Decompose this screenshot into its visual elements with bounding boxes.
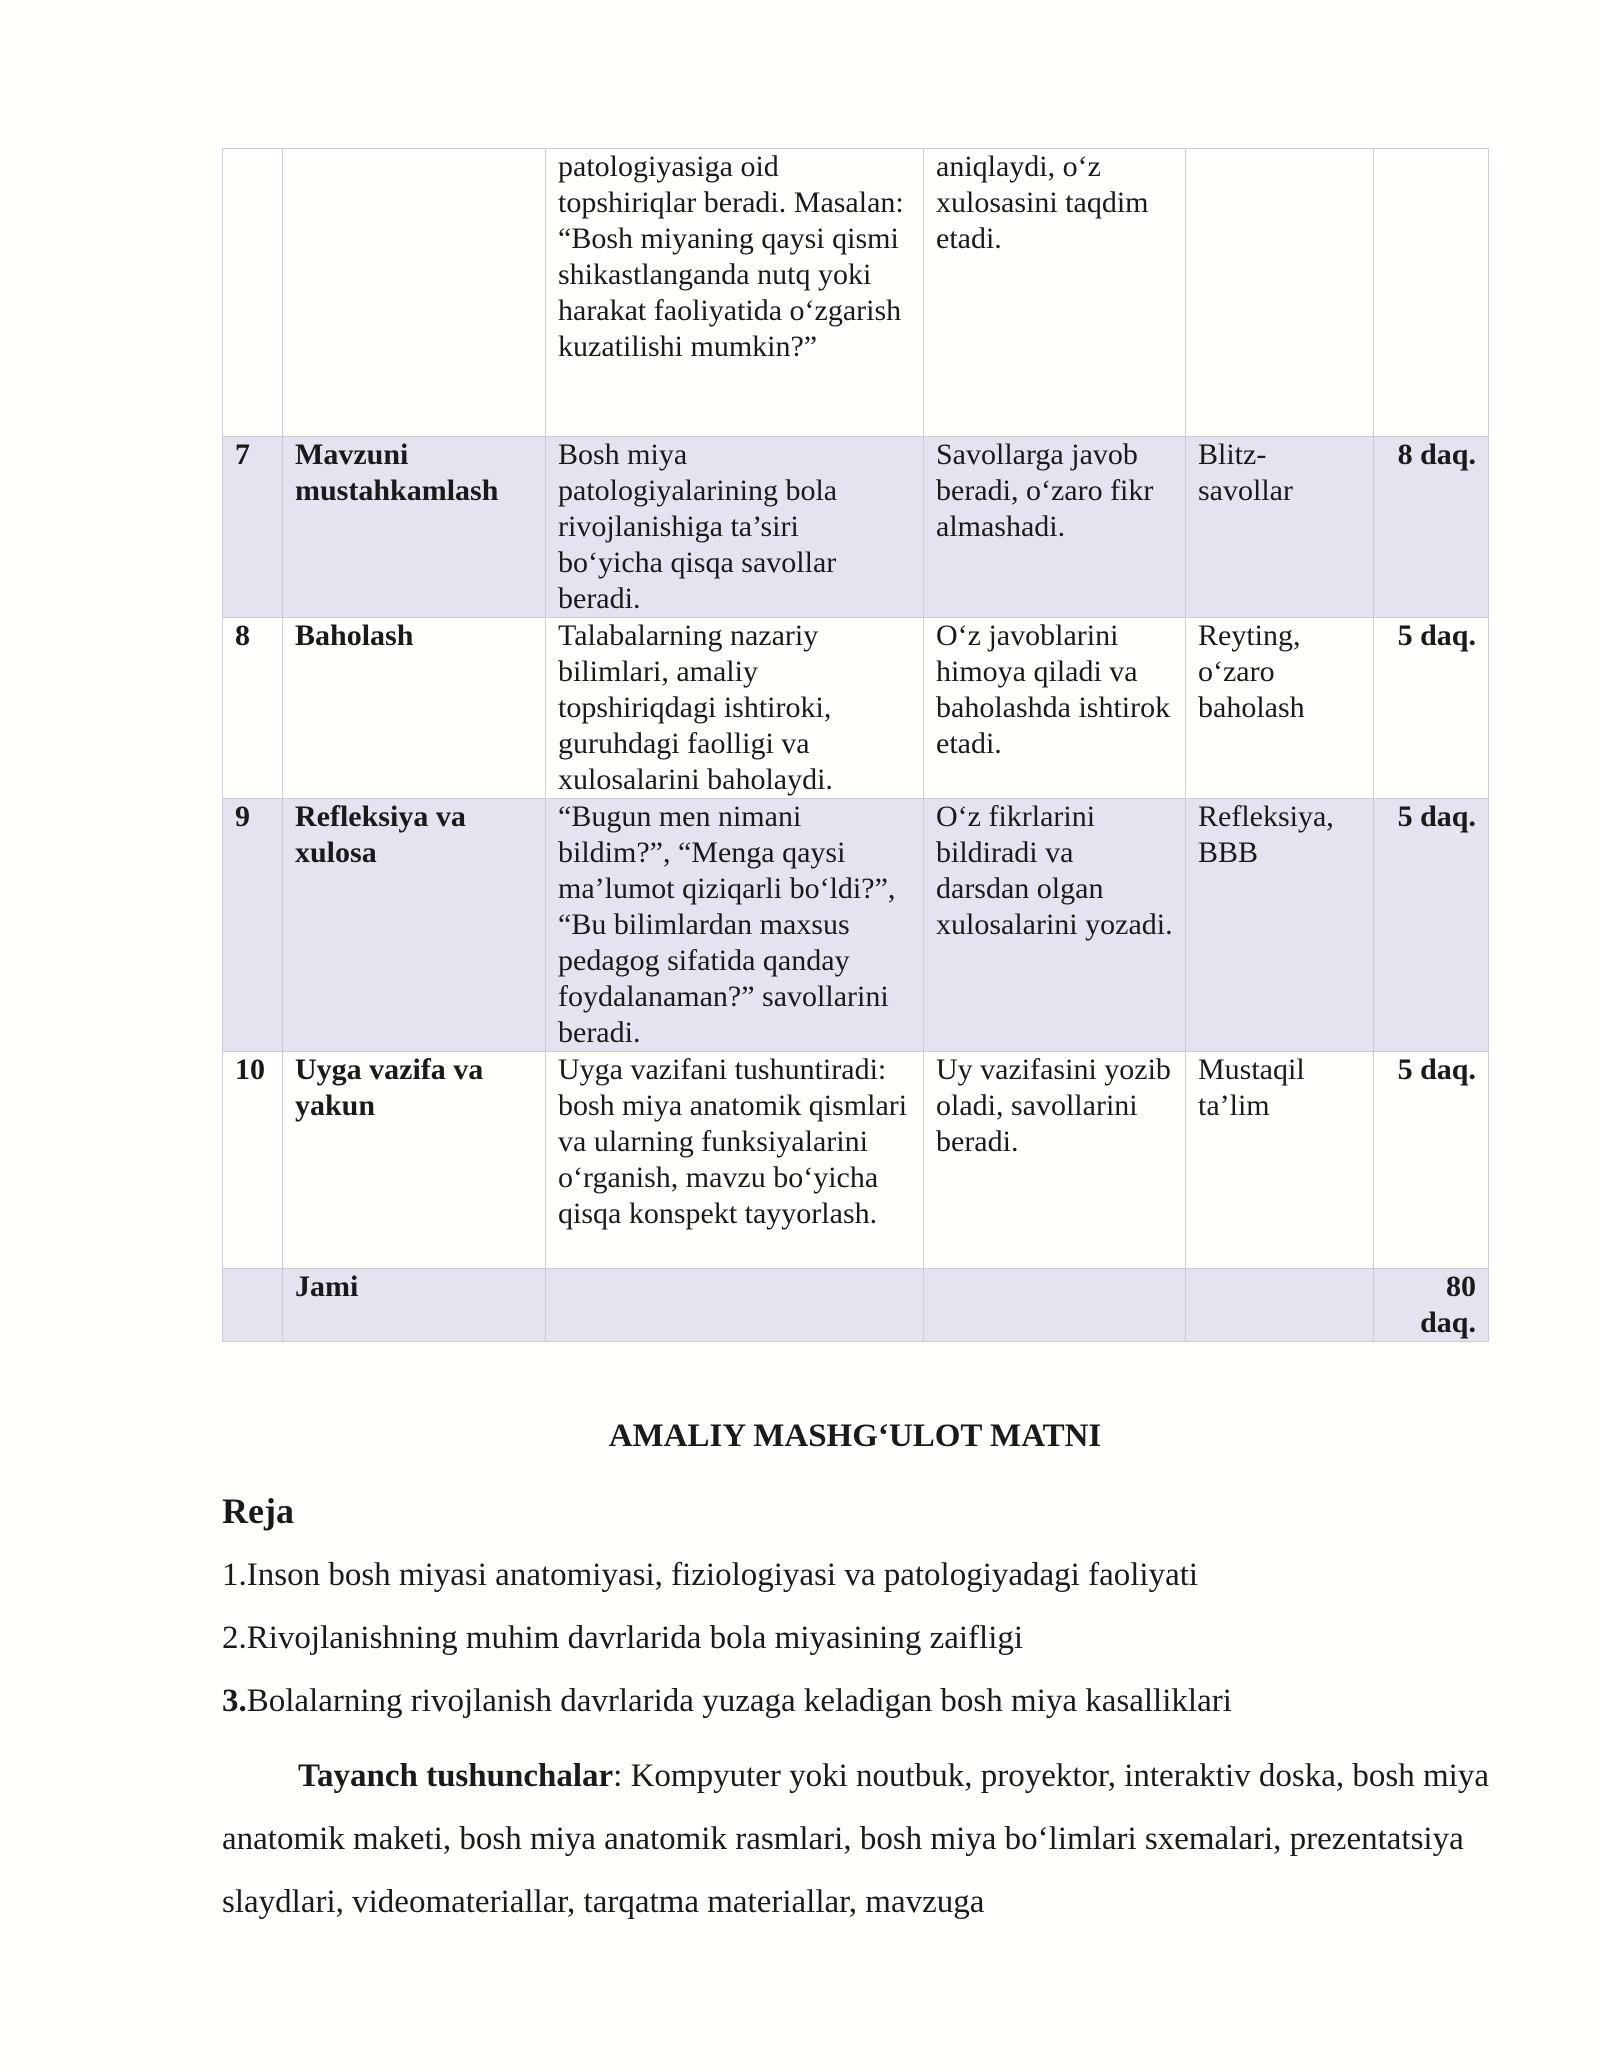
plan-item: [222, 1618, 1023, 1658]
key-terms-paragraph: [222, 1745, 1492, 1934]
stage-name: Baholash: [283, 618, 546, 799]
method: Blitz-savollar: [1186, 437, 1374, 618]
method: Refleksiya, BBB: [1186, 799, 1374, 1052]
row-number: 7: [223, 437, 283, 618]
teacher-activity: [546, 1269, 924, 1342]
plan-item-text: Rivojlanishning muhim davrlarida bola miyasining zaifligi: [246, 1620, 1024, 1656]
student-activity: Savollarga javob beradi, o‘zaro fikr almashadi.: [924, 437, 1186, 618]
stage-name: Mavzuni mustahkamlash: [283, 437, 546, 618]
duration: 5 daq.: [1374, 1052, 1489, 1269]
duration: 5 daq.: [1374, 799, 1489, 1052]
teacher-activity: Bosh miya patologiyalarining bola rivojlanishiga ta’siri bo‘yicha qisqa savollar beradi.: [546, 437, 924, 618]
lesson-plan-table: [222, 148, 1489, 1342]
teacher-activity: patologiyasiga oid topshiriqlar beradi. Masalan: “Bosh miyaning qaysi qismi shikastlanganda nutq yoki harakat faoliyatida o‘zgarish kuzatilishi mumkin?”: [546, 149, 924, 437]
total-duration: 80 daq.: [1374, 1269, 1489, 1342]
key-terms-text: : Kompyuter yoki noutbuk, proyektor, interaktiv doska, bosh miya anatomik maketi, bosh miya anatomik rasmlari, bosh miya bo‘limlari sxemalari, prezentatsiya slaydlari, videomateriallar, tarqatma materiallar, mavzuga: [222, 1758, 1489, 1920]
row-number: 10: [223, 1052, 283, 1269]
duration: 8 daq.: [1374, 437, 1489, 618]
plan-item: [222, 1555, 1198, 1595]
table-row: [223, 618, 1489, 799]
row-number: 8: [223, 618, 283, 799]
duration: [1374, 149, 1489, 437]
teacher-activity: “Bugun men nimani bildim?”, “Menga qaysi ma’lumot qiziqarli bo‘ldi?”, “Bu bilimlardan maxsus pedagog sifatida qanday foydalanaman?” savollarini beradi.: [546, 799, 924, 1052]
student-activity: Uy vazifasini yozib oladi, savollarini beradi.: [924, 1052, 1186, 1269]
key-terms-label: Tayanch tushunchalar: [298, 1758, 614, 1794]
stage-name: Refleksiya va xulosa: [283, 799, 546, 1052]
teacher-activity: Uyga vazifani tushuntiradi: bosh miya anatomik qismlari va ularning funksiyalarini o‘rganish, mavzu bo‘yicha qisqa konspekt tayyorlash.: [546, 1052, 924, 1269]
row-number: [223, 1269, 283, 1342]
section-heading: AMALIY MASHG‘ULOT MATNI: [608, 1418, 1102, 1454]
row-number: [223, 149, 283, 437]
row-number: 9: [223, 799, 283, 1052]
plan-item-text: Bolalarning rivojlanish davrlarida yuzaga keladigan bosh miya kasalliklari: [246, 1683, 1232, 1719]
table-row: [223, 799, 1489, 1052]
table-row: [223, 149, 1489, 437]
table-row: [223, 1052, 1489, 1269]
plan-item-number: 3.: [222, 1683, 247, 1719]
method: Mustaqil ta’lim: [1186, 1052, 1374, 1269]
plan-heading: Reja: [222, 1491, 294, 1531]
student-activity: O‘z javoblarini himoya qiladi va baholashda ishtirok etadi.: [924, 618, 1186, 799]
plan-item-number: 1.: [222, 1557, 247, 1593]
total-label: Jami: [283, 1269, 546, 1342]
teacher-activity: Talabalarning nazariy bilimlari, amaliy topshiriqdagi ishtiroki, guruhdagi faolligi va xulosalarini baholaydi.: [546, 618, 924, 799]
plan-item-number: 2.: [222, 1620, 247, 1656]
duration: 5 daq.: [1374, 618, 1489, 799]
table-row: [223, 437, 1489, 618]
stage-name: [283, 149, 546, 437]
plan-item-text: Inson bosh miyasi anatomiyasi, fiziologiyasi va patologiyadagi faoliyati: [246, 1557, 1199, 1593]
student-activity: aniqlaydi, o‘z xulosasini taqdim etadi.: [924, 149, 1186, 437]
stage-name: Uyga vazifa va yakun: [283, 1052, 546, 1269]
student-activity: [924, 1269, 1186, 1342]
method: [1186, 1269, 1374, 1342]
student-activity: O‘z fikrlarini bildiradi va darsdan olgan xulosalarini yozadi.: [924, 799, 1186, 1052]
method: Reyting, o‘zaro baholash: [1186, 618, 1374, 799]
plan-item: [222, 1681, 1232, 1721]
method: [1186, 149, 1374, 437]
table-total-row: [223, 1269, 1489, 1342]
